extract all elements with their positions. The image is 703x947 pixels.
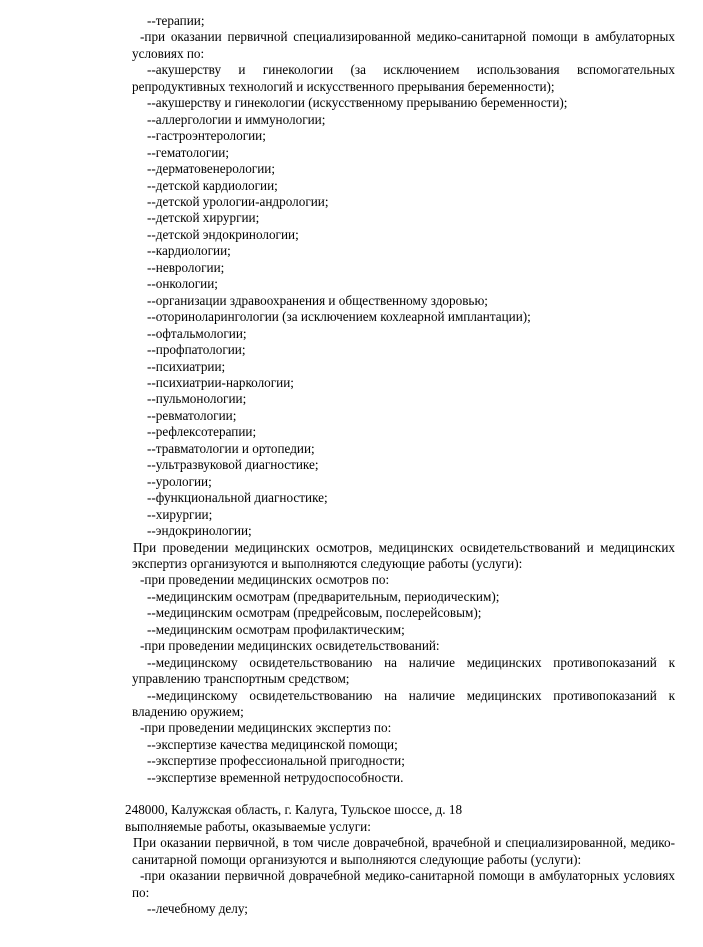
document-paragraph: --функциональной диагностике; xyxy=(147,490,328,506)
document-paragraph: --гастроэнтерологии; xyxy=(147,128,266,144)
document-paragraph: --гематологии; xyxy=(147,144,230,160)
document-paragraph: --детской урологии-андрологии; xyxy=(147,193,329,209)
document-paragraph: При проведении медицинских осмотров, медицинских освидетельствований и медицинских экспертиз организуются и выполняются следующие работы (услуги): xyxy=(132,539,675,571)
document-paragraph: --неврологии; xyxy=(147,259,225,275)
document-paragraph: --пульмонологии; xyxy=(147,391,247,407)
document-paragraph: --травматологии и ортопедии; xyxy=(147,440,315,456)
document-paragraph: --экспертизе профессиональной пригодности; xyxy=(147,753,405,769)
document-paragraph: --лечебному делу; xyxy=(147,901,248,917)
document-paragraph: --организации здравоохранения и общественному здоровью; xyxy=(147,292,488,308)
document-paragraph: --детской кардиологии; xyxy=(147,177,278,193)
document-paragraph: --ультразвуковой диагностике; xyxy=(147,457,319,473)
document-paragraph: --терапии; xyxy=(147,13,205,28)
address-line: выполняемые работы, оказываемые услуги: xyxy=(125,818,371,834)
document-paragraph: --медицинским осмотрам профилактическим; xyxy=(147,621,405,637)
blank-line xyxy=(0,786,703,802)
document-paragraph: --экспертизе временной нетрудоспособности. xyxy=(147,769,404,785)
document-paragraph: --психиатрии-наркологии; xyxy=(147,374,294,390)
document-paragraph: При оказании первичной, в том числе доврачебной, врачебной и специализированной, медико-санитарной помощи организуются и выполняются следующие работы (услуги): xyxy=(132,835,675,867)
document-paragraph: -при оказании первичной специализированной медико-санитарной помощи в амбулаторных условиях по: xyxy=(132,29,675,61)
document-paragraph: --детской хирургии; xyxy=(147,210,260,226)
document-paragraph: --экспертизе качества медицинской помощи; xyxy=(147,736,398,752)
document-paragraph: -при проведении медицинских осмотров по: xyxy=(140,572,390,588)
document-paragraph: --медицинским осмотрам (предрейсовым, послерейсовым); xyxy=(147,605,482,621)
document-paragraph: --урологии; xyxy=(147,473,212,489)
document-paragraph: -при оказании первичной доврачебной медико-санитарной помощи в амбулаторных условиях по: xyxy=(132,868,675,900)
document-paragraph: --психиатрии; xyxy=(147,358,226,374)
license-document-page xyxy=(0,13,703,917)
document-paragraph: --детской эндокринологии; xyxy=(147,226,299,242)
document-paragraph: --оториноларингологии (за исключением кохлеарной имплантации); xyxy=(147,309,531,325)
document-paragraph: --акушерству и гинекологии (за исключением использования вспомогательных репродуктивных технологий и искусственного прерывания беременности); xyxy=(132,62,675,94)
document-paragraph: --рефлексотерапии; xyxy=(147,424,257,440)
document-paragraph: --онкологии; xyxy=(147,276,218,292)
document-paragraph: --хирургии; xyxy=(147,506,213,522)
document-paragraph: --офтальмологии; xyxy=(147,325,247,341)
address-line: 248000, Калужская область, г. Калуга, Тульское шоссе, д. 18 xyxy=(125,802,463,818)
document-paragraph: --медицинским осмотрам (предварительным, периодическим); xyxy=(147,588,500,604)
document-paragraph: --медицинскому освидетельствованию на наличие медицинских противопоказаний к владению оружием; xyxy=(132,687,675,720)
document-paragraph: -при проведении медицинских освидетельствований: xyxy=(140,638,440,654)
document-paragraph: --профпатологии; xyxy=(147,342,246,358)
document-paragraph: -при проведении медицинских экспертиз по: xyxy=(140,720,392,736)
document-paragraph: --дерматовенерологии; xyxy=(147,161,275,177)
document-paragraph: --кардиологии; xyxy=(147,243,231,259)
document-paragraph: --аллергологии и иммунологии; xyxy=(147,111,326,127)
document-paragraph: --ревматологии; xyxy=(147,407,237,423)
document-paragraph: --эндокринологии; xyxy=(147,523,252,539)
document-paragraph: --медицинскому освидетельствованию на наличие медицинских противопоказаний к управлению транспортным средством; xyxy=(132,654,675,687)
document-paragraph: --акушерству и гинекологии (искусственному прерыванию беременности); xyxy=(147,95,568,111)
